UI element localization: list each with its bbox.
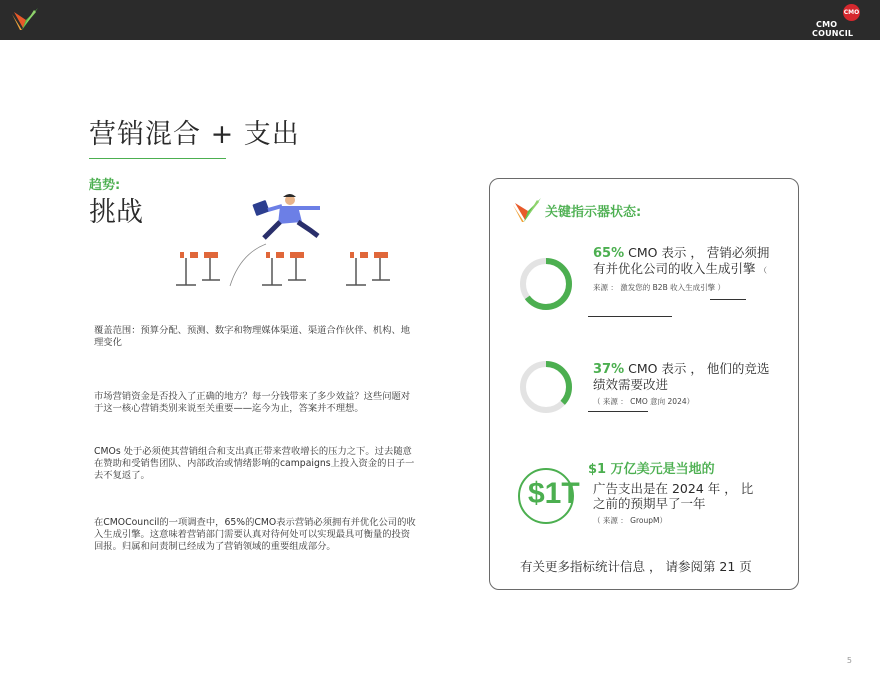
question-paragraph: 市场营销资金是否投入了正确的地方？每一分钱带来了多少效益？这些问题对于这一核心营销类别来说至关重要——迄今为止，答案并不理想。 — [94, 391, 411, 414]
stat-37-value: 37% — [593, 362, 625, 377]
page-title: 营销混合 + 支出 — [89, 119, 300, 150]
underline — [588, 316, 672, 317]
coverage-paragraph: 覆盖范围：预算分配、预测、数字和物理媒体渠道、渠道合作伙伴、机构、地理变化 — [94, 325, 411, 348]
card-heading: 关键指示器状态: — [545, 205, 642, 220]
stat-37 — [593, 361, 773, 409]
trillion-source: （ 来源 ： GroupM） — [593, 516, 667, 525]
jump-arc — [230, 244, 266, 286]
more-stats-link[interactable]: 有关更多指标统计信息 ， 请参阅第 21 页 — [520, 559, 752, 574]
stat-65-source: （ 来源 ： 激发您的 B2B 收入生成引擎 ） — [593, 266, 767, 292]
stat-65-text: CMO 表示 ， 营销必须拥有并优化公司的收入生成引擎 — [593, 245, 770, 276]
underline — [710, 299, 746, 300]
page-number: 5 — [846, 656, 852, 665]
stat-65-value: 65% — [593, 246, 625, 261]
top-bar — [0, 0, 880, 40]
trillion-heading: $1 万亿美元是当地的 — [588, 462, 715, 477]
hurdle-right — [346, 252, 390, 285]
logo-text-line2: COUNCIL — [812, 29, 854, 38]
underline — [588, 411, 648, 412]
stat-37-source: （ 来源 ： CMO 意向 2024） — [593, 397, 695, 406]
hurdle-jumper-illustration — [170, 192, 400, 292]
hurdle-middle — [262, 252, 306, 285]
logo-text-line1: CMO — [816, 20, 838, 29]
logo-circle-icon: CMO — [843, 4, 860, 21]
key-indicators-card — [489, 178, 799, 590]
checkmark-icon — [511, 196, 543, 224]
donut-65 — [518, 256, 574, 312]
stat-65 — [593, 245, 773, 295]
challenge-heading: 挑战 — [89, 197, 143, 228]
survey-paragraph: 在CMOCouncil的一项调查中，65%的CMO表示营销必须拥有并优化公司的收入生成引擎。这意味着营销部门需要认真对待何处可以实现最具可衡量的投资回报。归属和问责制已经成为了营销领域的重要组成部分。 — [94, 517, 416, 552]
title-divider — [89, 158, 226, 159]
trillion-text: 广告支出是在 2024 年 ， 比之前的预期早了一年 — [593, 481, 754, 511]
trillion-stat — [593, 481, 763, 528]
pressure-paragraph: CMOs 处于必须使其营销组合和支出真正带来营收增长的压力之下。过去随意在赞助和受销售团队、内部政治或情绪影响的campaigns上投入资金的日子一去不复返了。 — [94, 446, 415, 481]
stat-37-text: CMO 表示 ， 他们的竞选绩效需要改进 — [593, 361, 770, 392]
businessman-jumper — [252, 194, 320, 238]
trend-label: 趋势: — [89, 178, 121, 193]
donut-37 — [518, 359, 574, 415]
checkmark-logo-icon — [10, 6, 40, 32]
cmo-council-logo — [812, 4, 866, 38]
trillion-value: $1T — [528, 477, 580, 510]
hurdle-left — [176, 252, 220, 285]
